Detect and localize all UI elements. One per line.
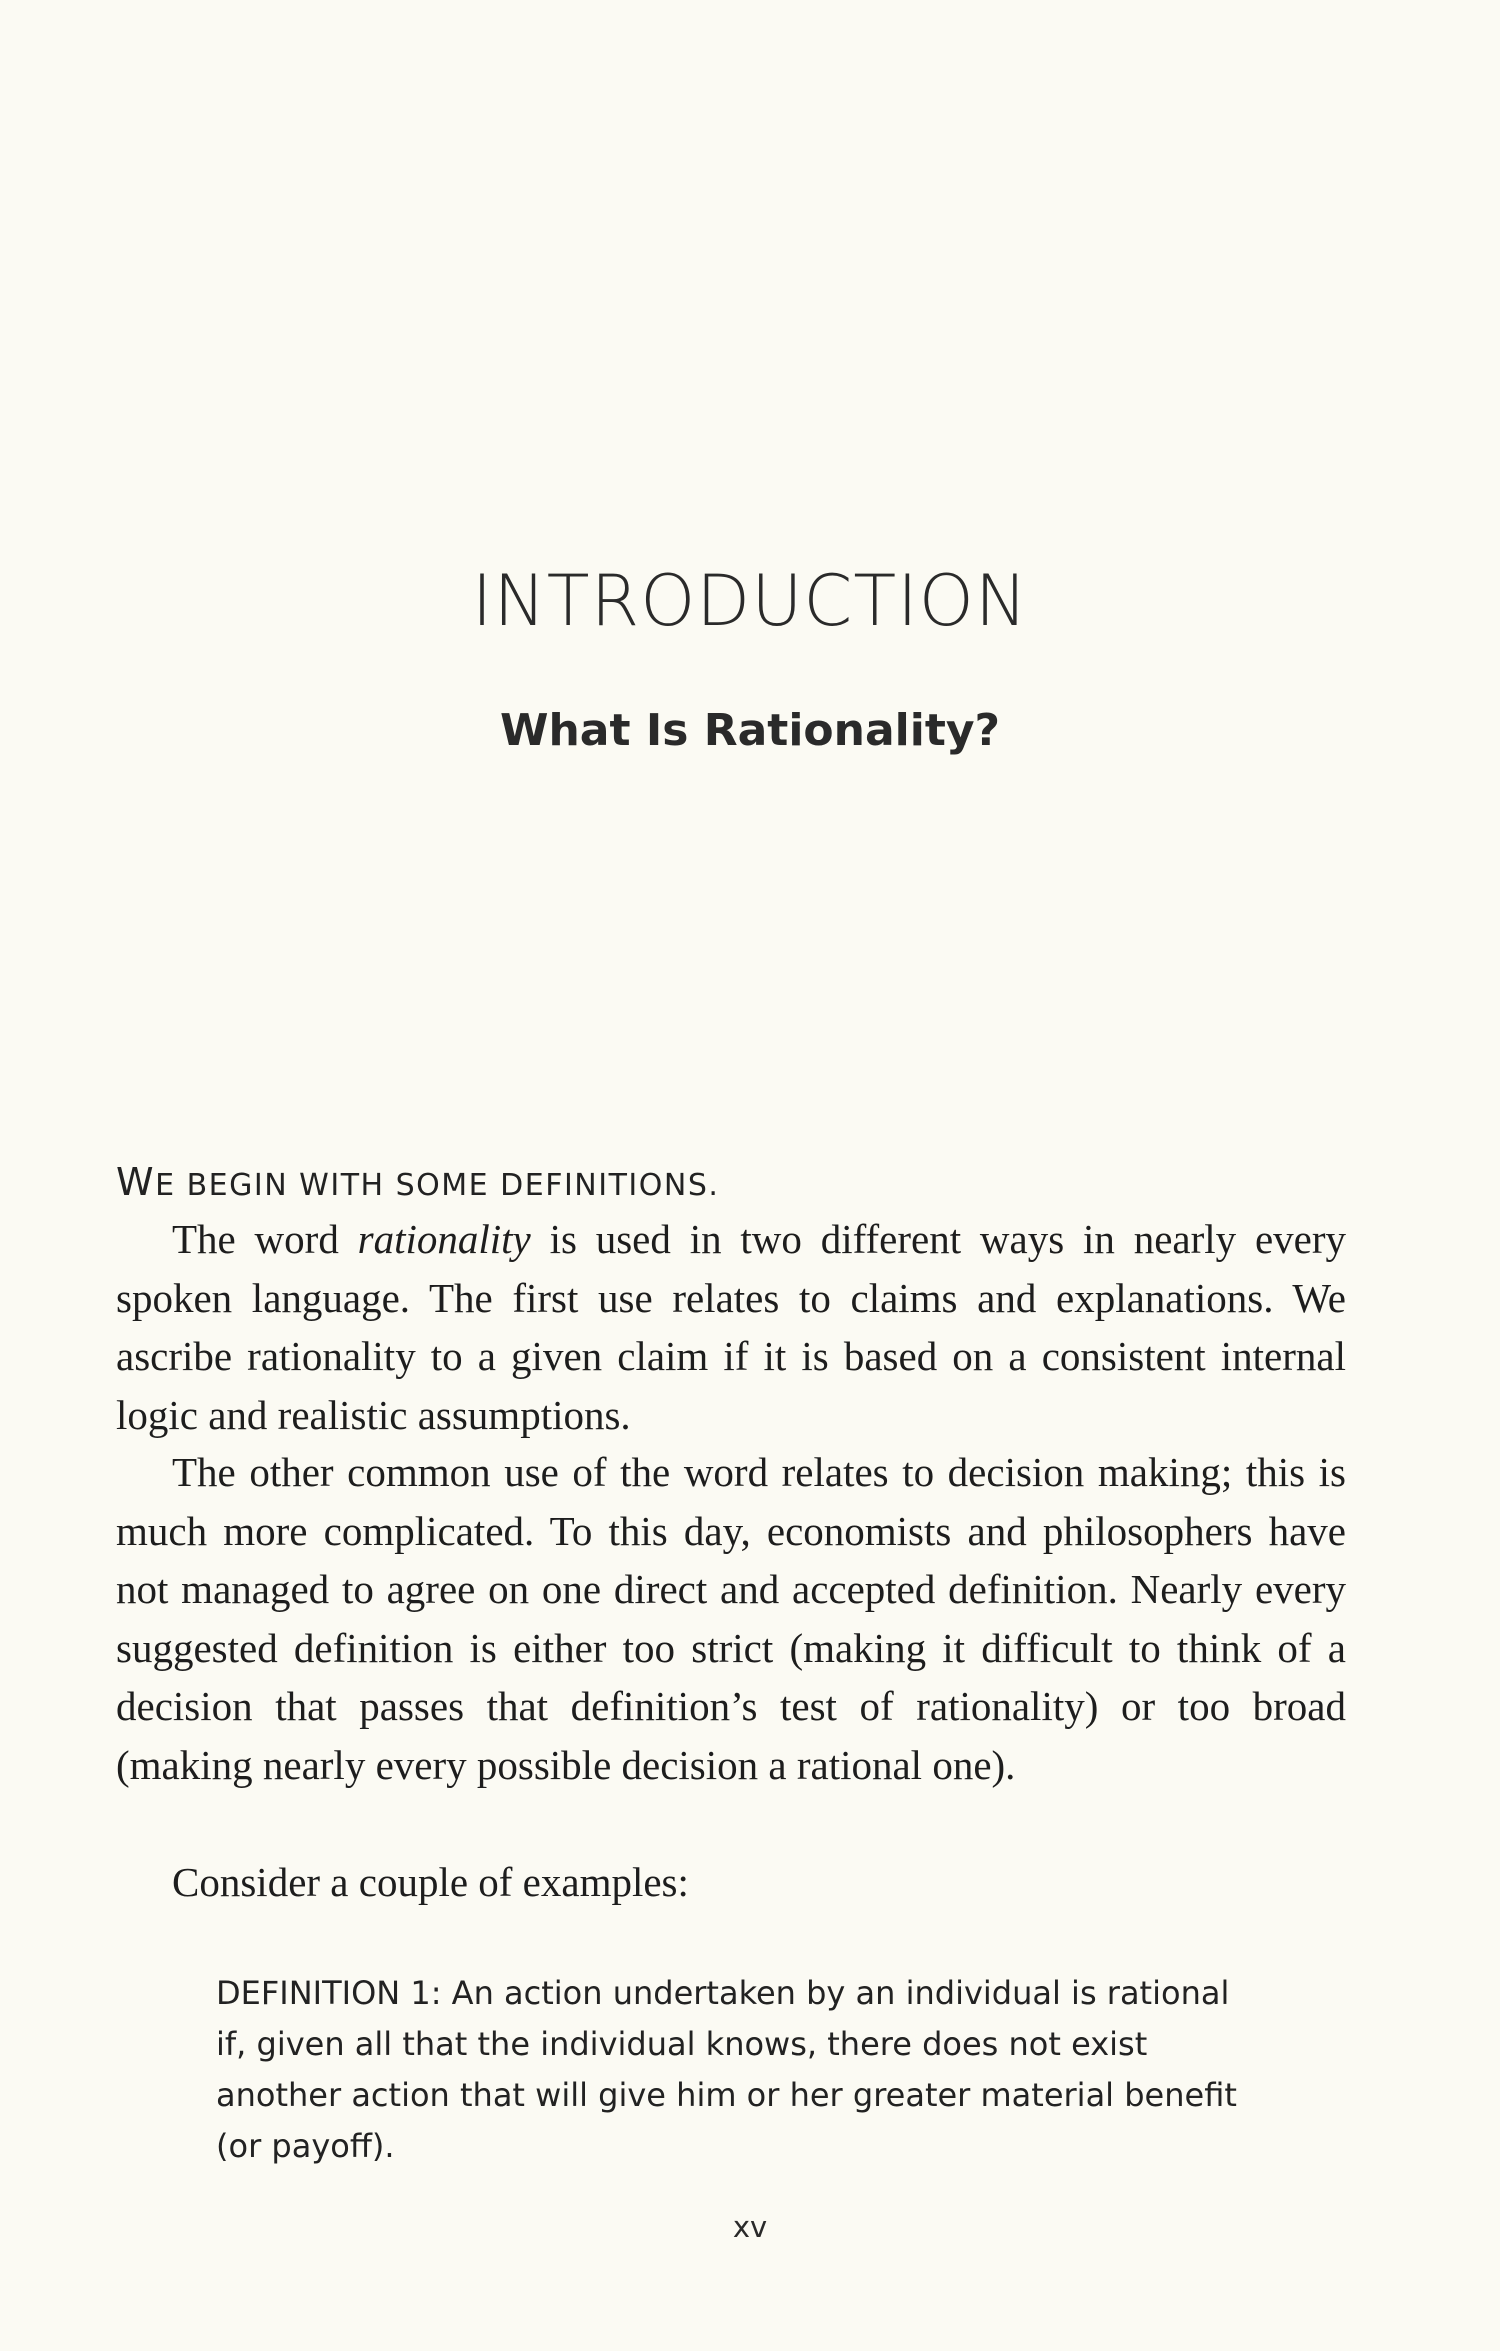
page-number: xv — [732, 2210, 768, 2244]
definition-block — [216, 1968, 1246, 2172]
paragraph-1-rest: is used in two different ways in nearly every spoken language. The first use relates to claims and explanations. We ascribe rationality to a given claim if it is based on a consistent internal logic and realistic assumptions. — [116, 1216, 1346, 1438]
chapter-title: INTRODUCTION — [471, 560, 1029, 642]
paragraph-1 — [116, 1210, 1346, 1444]
definition-label: DEFINITION 1: — [216, 1974, 442, 2012]
paragraph-3: Consider a couple of examples: — [172, 1859, 689, 1905]
lead-in-first-letter: W — [116, 1160, 156, 1204]
lead-in-text: E BEGIN WITH SOME DEFINITIONS. — [155, 1168, 720, 1203]
chapter-subtitle: What Is Rationality? — [499, 705, 1001, 756]
paragraph-1-lead: The word — [172, 1216, 358, 1262]
lead-in-line — [116, 1160, 719, 1204]
definition-text: An action undertaken by an individual is rational if, given all that the individual knows, there does not exist another action that will give him or her greater material benefit (or payoff). — [216, 1974, 1237, 2165]
italic-term: rationality — [357, 1216, 531, 1262]
paragraph-2: The other common use of the word relates to decision making; this is much more complicated. To this day, economists and philosophers have not managed to agree on one direct and accepted definition. Nearly every suggested definition is either too strict (making it difficult to think of a decision that passes that definition’s test of rationality) or too broad (making nearly every possible decision a rational one). — [116, 1449, 1346, 1788]
